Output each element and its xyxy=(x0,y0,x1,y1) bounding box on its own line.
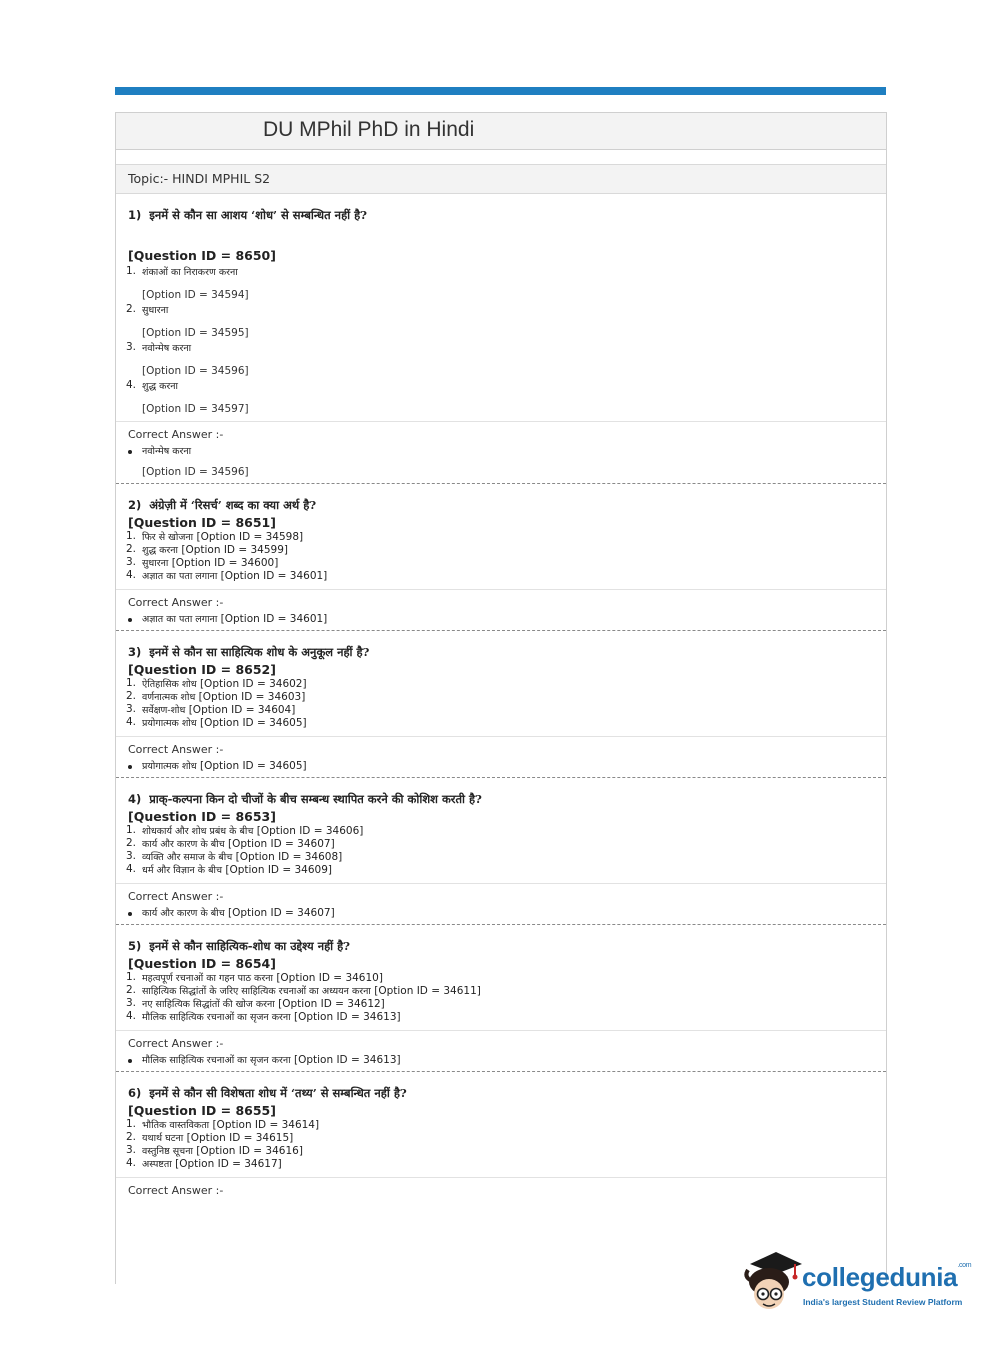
answer-option-id: [Option ID = 34596] xyxy=(142,466,249,478)
option-item: 2. शुद्ध करना [Option ID = 34599] xyxy=(126,543,288,556)
divider xyxy=(116,589,886,590)
option-item: 3. वस्तुनिष्ठ सूचना [Option ID = 34616] xyxy=(126,1144,303,1157)
top-accent-bar xyxy=(115,87,886,95)
option-item: 3. नए साहित्यिक सिद्धांतों की खोज करना [Option ID = 34612] xyxy=(126,997,385,1010)
correct-answer: अज्ञात का पता लगाना [Option ID = 34601] xyxy=(128,612,874,625)
option-item: 1. शोधकार्य और शोध प्रबंध के बीच [Option ID = 34606] xyxy=(126,824,364,837)
question-id: [Question ID = 8652] xyxy=(128,662,276,677)
collegedunia-logo xyxy=(742,1250,972,1320)
brand-tagline: India's largest Student Review Platform xyxy=(803,1297,963,1307)
option-item: 2. वर्णनात्मक शोध [Option ID = 34603] xyxy=(126,690,306,703)
option-item: 4. प्रयोगात्मक शोध [Option ID = 34605] xyxy=(126,716,307,729)
option-item: 4. मौलिक साहित्यिक रचनाओं का सृजन करना [Option ID = 34613] xyxy=(126,1010,401,1023)
correct-answer-label: Correct Answer :- xyxy=(128,1184,224,1197)
question-text: 6) इनमें से कौन सी विशेषता शोध में ‘तथ्य’ से सम्बन्धित नहीं है? xyxy=(128,1086,407,1100)
option-item: 2. साहित्यिक सिद्धांतों के जरिए साहित्यिक रचनाओं का अध्ययन करना [Option ID = 34611] xyxy=(126,984,481,997)
option-item: 3. सर्वेक्षण-शोध [Option ID = 34604] xyxy=(126,703,296,716)
title-bar xyxy=(116,112,886,150)
option-item: 1. ऐतिहासिक शोध [Option ID = 34602] xyxy=(126,677,307,690)
question-id: [Question ID = 8650] xyxy=(128,248,276,263)
correct-answer-label: Correct Answer :- xyxy=(128,743,224,756)
divider xyxy=(116,1030,886,1031)
correct-answer: कार्य और कारण के बीच [Option ID = 34607] xyxy=(128,906,874,919)
correct-answer-label: Correct Answer :- xyxy=(128,890,224,903)
question-id: [Question ID = 8653] xyxy=(128,809,276,824)
correct-answer: मौलिक साहित्यिक रचनाओं का सृजन करना [Option ID = 34613] xyxy=(128,1053,874,1066)
question-6 xyxy=(116,1072,886,1197)
option-item: 1. महत्वपूर्ण रचनाओं का गहन पाठ करना [Option ID = 34610] xyxy=(126,971,383,984)
option-item: 1. फिर से खोजना [Option ID = 34598] xyxy=(126,530,304,543)
option-item: 1. शंकाओं का निराकरण करना xyxy=(126,265,238,278)
option-item: 3. व्यक्ति और समाज के बीच [Option ID = 34608] xyxy=(126,850,343,863)
question-text: 1) इनमें से कौन सा आशय ‘शोध’ से सम्बन्धित नहीं है? xyxy=(128,208,367,222)
brand-name: collegedunia$^{.com}$ xyxy=(802,1262,972,1292)
divider xyxy=(116,421,886,422)
correct-answer: प्रयोगात्मक शोध [Option ID = 34605] xyxy=(128,759,874,772)
option-item: 2. सुधारना xyxy=(126,303,169,316)
divider xyxy=(116,883,886,884)
option-item: 4. शुद्ध करना xyxy=(126,379,178,392)
page-title: DU MPhil PhD in Hindi xyxy=(263,118,475,141)
question-paper xyxy=(115,112,887,1284)
correct-answer: नवोन्मेष करना xyxy=(128,444,874,457)
correct-answer-label: Correct Answer :- xyxy=(128,1037,224,1050)
option-id: [Option ID = 34596] xyxy=(142,365,249,377)
question-3 xyxy=(116,631,886,778)
mascot-icon xyxy=(742,1250,804,1320)
correct-answer-label: Correct Answer :- xyxy=(128,428,224,441)
option-id: [Option ID = 34595] xyxy=(142,327,249,339)
option-item: 2. यथार्थ घटना [Option ID = 34615] xyxy=(126,1131,294,1144)
option-item: 4. अस्पष्टता [Option ID = 34617] xyxy=(126,1157,282,1170)
question-text: 4) प्राक्-कल्पना किन दो चीजों के बीच सम्बन्ध स्थापित करने की कोशिश करती है? xyxy=(128,792,482,806)
divider xyxy=(116,1177,886,1178)
question-text: 2) अंग्रेज़ी में ‘रिसर्च’ शब्द का क्या अर्थ है? xyxy=(128,498,317,512)
question-4 xyxy=(116,778,886,925)
option-item: 1. भौतिक वास्तविकता [Option ID = 34614] xyxy=(126,1118,320,1131)
option-id: [Option ID = 34597] xyxy=(142,403,249,415)
question-id: [Question ID = 8654] xyxy=(128,956,276,971)
question-5 xyxy=(116,925,886,1072)
option-item: 2. कार्य और कारण के बीच [Option ID = 34607] xyxy=(126,837,335,850)
question-id: [Question ID = 8651] xyxy=(128,515,276,530)
divider xyxy=(116,736,886,737)
option-item: 3. सुधारना [Option ID = 34600] xyxy=(126,556,279,569)
correct-answer-label: Correct Answer :- xyxy=(128,596,224,609)
question-id: [Question ID = 8655] xyxy=(128,1103,276,1118)
question-text: 5) इनमें से कौन साहित्यिक-शोध का उद्देश्य नहीं है? xyxy=(128,939,351,953)
question-text: 3) इनमें से कौन सा साहित्यिक शोध के अनुकूल नहीं है? xyxy=(128,645,370,659)
spacer-bar xyxy=(116,150,886,165)
option-item: 4. अज्ञात का पता लगाना [Option ID = 34601] xyxy=(126,569,328,582)
option-item: 4. धर्म और विज्ञान के बीच [Option ID = 34609] xyxy=(126,863,332,876)
topic-label: Topic:- HINDI MPHIL S2 xyxy=(116,165,886,194)
option-item: 3. नवोन्मेष करना xyxy=(126,341,192,354)
question-1 xyxy=(116,194,886,484)
option-id: [Option ID = 34594] xyxy=(142,289,249,301)
question-2 xyxy=(116,484,886,631)
